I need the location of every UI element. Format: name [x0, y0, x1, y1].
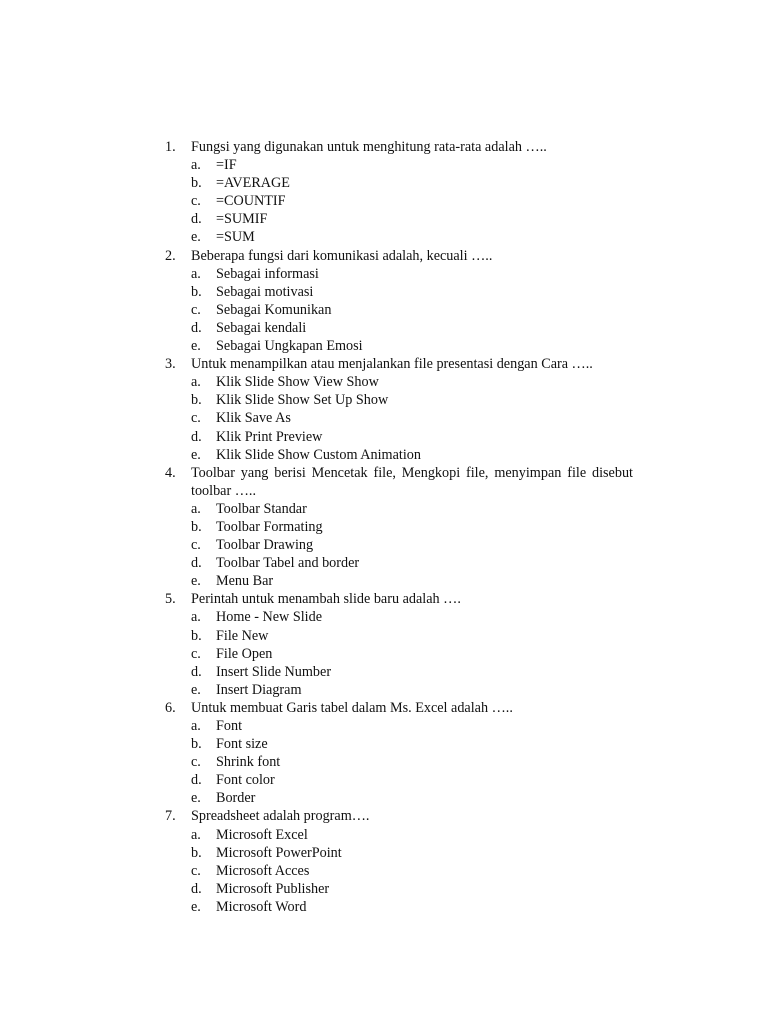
- question-text: Fungsi yang digunakan untuk menghitung rata-rata adalah …..: [191, 139, 547, 155]
- option-text: Toolbar Formating: [216, 518, 323, 535]
- option-letter: b.: [191, 518, 202, 535]
- question-row: [165, 138, 633, 156]
- question-row: [165, 590, 633, 608]
- option-text: Microsoft Acces: [216, 862, 310, 879]
- option-text: =SUM: [216, 229, 255, 246]
- option-letter: b.: [191, 736, 202, 753]
- option-c: [165, 645, 633, 663]
- option-letter: c.: [191, 537, 201, 554]
- option-letter: c.: [191, 645, 201, 662]
- option-letter: c.: [191, 193, 201, 210]
- option-c: [165, 192, 633, 210]
- option-b: [165, 844, 633, 862]
- option-d: [165, 880, 633, 898]
- option-text: Sebagai motivasi: [216, 283, 314, 300]
- option-letter: b.: [191, 175, 202, 192]
- question-list: [165, 138, 633, 916]
- option-c: [165, 409, 633, 427]
- option-text: Microsoft Publisher: [216, 880, 330, 897]
- option-e: [165, 572, 633, 590]
- option-text: Toolbar Tabel and border: [216, 555, 360, 572]
- option-text: =SUMIF: [216, 211, 268, 228]
- option-letter: e.: [191, 681, 201, 698]
- option-letter: e.: [191, 446, 201, 463]
- option-text: Insert Slide Number: [216, 663, 332, 680]
- option-letter: e.: [191, 898, 201, 915]
- option-e: [165, 446, 633, 464]
- option-letter: b.: [191, 283, 202, 300]
- question-number: 4.: [165, 464, 176, 481]
- option-text: =AVERAGE: [216, 175, 290, 192]
- option-text: Font color: [216, 772, 275, 789]
- option-e: [165, 228, 633, 246]
- option-text: Toolbar Standar: [216, 500, 307, 517]
- option-b: [165, 174, 633, 192]
- option-text: Sebagai Komunikan: [216, 301, 332, 318]
- option-text: Microsoft PowerPoint: [216, 844, 342, 861]
- question-3: [165, 355, 633, 464]
- option-a: [165, 265, 633, 283]
- option-text: Menu Bar: [216, 573, 274, 590]
- option-letter: e.: [191, 790, 201, 807]
- option-letter: a.: [191, 374, 201, 391]
- option-letter: b.: [191, 392, 202, 409]
- option-a: [165, 500, 633, 518]
- option-letter: d.: [191, 880, 202, 897]
- option-letter: c.: [191, 862, 201, 879]
- option-text: Microsoft Word: [216, 898, 307, 915]
- option-text: File New: [216, 627, 269, 644]
- question-text: Perintah untuk menambah slide baru adalah ….: [191, 591, 461, 608]
- option-letter: c.: [191, 410, 201, 427]
- question-row: [165, 699, 633, 717]
- question-6: [165, 699, 633, 808]
- option-letter: c.: [191, 301, 201, 318]
- option-c: [165, 301, 633, 319]
- option-letter: a.: [191, 265, 201, 282]
- option-e: [165, 789, 633, 807]
- option-letter: a.: [191, 157, 201, 174]
- option-text: =IF: [216, 157, 237, 174]
- option-letter: a.: [191, 826, 201, 843]
- question-text: Beberapa fungsi dari komunikasi adalah, kecuali …..: [191, 247, 493, 264]
- option-c: [165, 536, 633, 554]
- option-c: [165, 753, 633, 771]
- question-1: [165, 138, 633, 247]
- option-text: Klik Slide Show Set Up Show: [216, 392, 389, 409]
- question-5: [165, 590, 633, 699]
- option-text: Border: [216, 790, 256, 807]
- option-d: [165, 771, 633, 789]
- question-text: Untuk menampilkan atau menjalankan file presentasi dengan Cara …..: [191, 356, 593, 373]
- option-text: Font: [216, 718, 243, 734]
- option-letter: e.: [191, 338, 201, 355]
- option-letter: d.: [191, 428, 202, 445]
- question-number: 1.: [165, 139, 176, 155]
- option-text: Klik Slide Show View Show: [216, 374, 379, 391]
- option-text: Klik Save As: [216, 410, 291, 427]
- option-b: [165, 391, 633, 409]
- option-text: Font size: [216, 736, 268, 753]
- option-letter: d.: [191, 555, 202, 572]
- option-letter: b.: [191, 844, 202, 861]
- option-text: Microsoft Excel: [216, 826, 308, 843]
- question-row: [165, 247, 633, 265]
- option-d: [165, 663, 633, 681]
- option-b: [165, 283, 633, 301]
- option-d: [165, 210, 633, 228]
- question-number: 2.: [165, 247, 176, 264]
- question-row: [165, 464, 633, 500]
- question-row: [165, 355, 633, 373]
- option-text: Sebagai Ungkapan Emosi: [216, 338, 363, 355]
- option-text: Shrink font: [216, 754, 281, 771]
- question-4: [165, 464, 633, 591]
- option-text: Sebagai informasi: [216, 265, 319, 282]
- question-number: 6.: [165, 699, 176, 716]
- option-a: [165, 373, 633, 391]
- option-letter: c.: [191, 754, 201, 771]
- option-b: [165, 735, 633, 753]
- option-text: File Open: [216, 645, 273, 662]
- option-letter: a.: [191, 500, 201, 517]
- question-7: [165, 807, 633, 916]
- option-letter: d.: [191, 772, 202, 789]
- question-2: [165, 247, 633, 356]
- option-c: [165, 862, 633, 880]
- option-letter: b.: [191, 627, 202, 644]
- option-letter: e.: [191, 229, 201, 246]
- question-text: Untuk membuat Garis tabel dalam Ms. Excel adalah …..: [191, 699, 513, 716]
- option-e: [165, 898, 633, 916]
- option-letter: d.: [191, 663, 202, 680]
- option-a: [165, 156, 633, 174]
- option-text: Klik Print Preview: [216, 428, 323, 445]
- option-e: [165, 337, 633, 355]
- option-a: [165, 717, 633, 735]
- question-text: Toolbar yang berisi Mencetak file, Mengkopi file, menyimpan file disebut toolbar …..: [191, 464, 633, 499]
- option-text: =COUNTIF: [216, 193, 286, 210]
- option-d: [165, 554, 633, 572]
- option-b: [165, 627, 633, 645]
- question-text: Spreadsheet adalah program….: [191, 808, 370, 825]
- option-letter: a.: [191, 609, 201, 626]
- option-text: Toolbar Drawing: [216, 537, 314, 554]
- option-letter: a.: [191, 718, 201, 734]
- option-text: Sebagai kendali: [216, 319, 307, 336]
- question-number: 7.: [165, 808, 176, 825]
- question-row: [165, 807, 633, 825]
- option-d: [165, 319, 633, 337]
- option-text: Klik Slide Show Custom Animation: [216, 446, 421, 463]
- option-d: [165, 428, 633, 446]
- option-a: [165, 608, 633, 626]
- option-letter: e.: [191, 573, 201, 590]
- question-number: 3.: [165, 356, 176, 373]
- option-letter: d.: [191, 211, 202, 228]
- option-text: Home - New Slide: [216, 609, 322, 626]
- option-a: [165, 826, 633, 844]
- option-letter: d.: [191, 319, 202, 336]
- option-e: [165, 681, 633, 699]
- option-b: [165, 518, 633, 536]
- option-text: Insert Diagram: [216, 681, 302, 698]
- question-number: 5.: [165, 591, 176, 608]
